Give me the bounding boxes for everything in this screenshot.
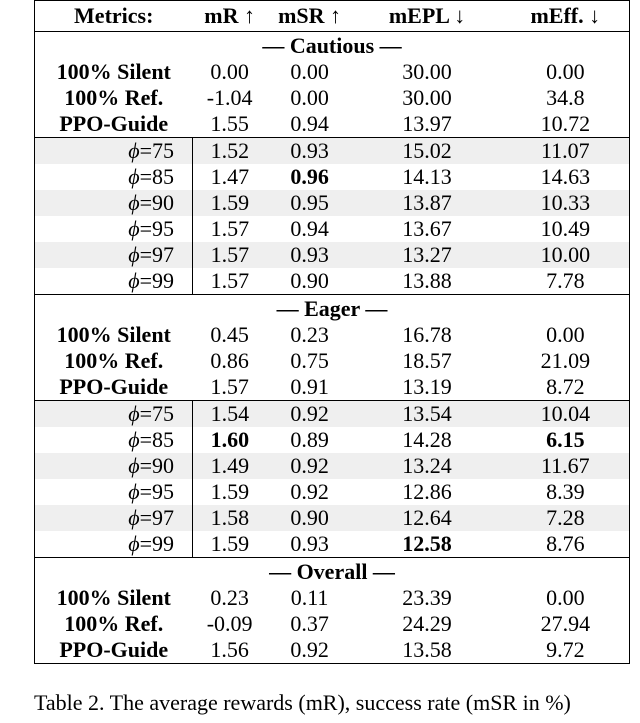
table-cell: 0.86 xyxy=(210,348,249,373)
table-cell: 10.04 xyxy=(502,401,630,428)
row-label xyxy=(35,216,193,242)
table-row xyxy=(35,637,630,664)
table-body xyxy=(35,32,630,664)
table-row xyxy=(35,190,630,216)
table-cell: 14.28 xyxy=(402,427,452,452)
row-label xyxy=(35,268,193,295)
table-row xyxy=(35,322,630,348)
phi-value: =85 xyxy=(139,427,174,452)
section-title: — Overall — xyxy=(35,558,630,586)
table-row xyxy=(35,138,630,165)
header-metrics: Metrics: xyxy=(35,1,193,32)
table-cell: 16.78 xyxy=(402,322,452,347)
table-cell: 0.11 xyxy=(290,585,329,610)
section-header-row xyxy=(35,558,630,586)
table-cell: 0.91 xyxy=(290,374,329,399)
section-header-row xyxy=(35,295,630,323)
row-label: 100% Ref. xyxy=(64,85,164,110)
table-cell: 0.96 xyxy=(290,164,329,189)
table-cell: 0.94 xyxy=(290,216,329,241)
table-cell: 10.49 xyxy=(540,216,591,241)
table-cell: 8.76 xyxy=(546,531,585,556)
table-cell: 1.55 xyxy=(210,111,249,136)
table-cell: 0.89 xyxy=(290,427,329,452)
phi-symbol: ϕ xyxy=(128,268,140,293)
phi-symbol: ϕ xyxy=(128,427,140,452)
table-row xyxy=(35,216,630,242)
table-cell: 1.52 xyxy=(193,138,267,165)
table-cell: 0.45 xyxy=(210,322,249,347)
table-cell: 13.97 xyxy=(402,111,452,136)
table-cell: 0.00 xyxy=(546,322,585,347)
results-table xyxy=(34,0,630,664)
table-cell: 14.63 xyxy=(540,164,591,189)
table-cell: 0.00 xyxy=(546,59,585,84)
phi-value: =85 xyxy=(139,164,174,189)
table-cell: 0.93 xyxy=(290,531,329,556)
table-cell: 1.59 xyxy=(193,190,267,216)
table-row xyxy=(35,427,630,453)
row-label xyxy=(35,164,193,190)
table-cell: 1.57 xyxy=(210,268,250,293)
table-cell: 0.94 xyxy=(290,111,329,136)
row-label xyxy=(35,531,193,558)
row-label xyxy=(35,190,193,216)
table-cell: 1.57 xyxy=(210,216,250,241)
table-cell: 18.57 xyxy=(402,348,452,373)
table-cell: 0.95 xyxy=(267,190,353,216)
table-cell: 23.39 xyxy=(402,585,452,610)
table-cell: -1.04 xyxy=(206,85,253,110)
phi-symbol: ϕ xyxy=(128,242,140,267)
table-cell: 7.78 xyxy=(546,268,585,293)
table-cell: 13.58 xyxy=(402,637,452,662)
row-label: 100% Silent xyxy=(56,585,171,610)
table-cell: 27.94 xyxy=(540,611,591,636)
row-label xyxy=(35,242,193,268)
table-cell: 0.92 xyxy=(267,453,353,479)
table-row xyxy=(35,585,630,611)
table-row xyxy=(35,85,630,111)
table-cell: 1.57 xyxy=(210,374,249,399)
table-cell: 13.87 xyxy=(352,190,501,216)
table-cell: -0.09 xyxy=(206,611,253,636)
table-row xyxy=(35,111,630,138)
row-label xyxy=(35,427,193,453)
table-cell: 0.90 xyxy=(290,268,329,293)
table-cell: 0.23 xyxy=(290,322,329,347)
phi-symbol: ϕ xyxy=(128,138,140,163)
table-cell: 0.92 xyxy=(267,401,353,428)
table-cell: 21.09 xyxy=(540,348,591,373)
table-cell: 30.00 xyxy=(402,59,452,84)
table-cell: 6.15 xyxy=(546,427,585,452)
row-label: PPO-Guide xyxy=(59,637,169,662)
section-title: — Cautious — xyxy=(262,33,402,58)
table-caption: Table 2. The average rewards (mR), success rate (mSR in %) xyxy=(34,690,571,715)
phi-symbol: ϕ xyxy=(128,453,140,478)
phi-symbol: ϕ xyxy=(128,401,140,426)
table-cell: 0.93 xyxy=(267,242,353,268)
phi-symbol: ϕ xyxy=(128,216,140,241)
table-cell: 0.00 xyxy=(546,585,585,610)
table-row xyxy=(35,374,630,401)
phi-value: =99 xyxy=(139,268,174,293)
phi-symbol: ϕ xyxy=(128,505,140,530)
table-row xyxy=(35,401,630,428)
row-label xyxy=(35,479,193,505)
table-cell: 15.02 xyxy=(352,138,501,165)
row-label xyxy=(35,453,193,479)
table-row xyxy=(35,268,630,295)
phi-symbol: ϕ xyxy=(128,531,140,556)
phi-value: =97 xyxy=(139,242,174,267)
header-mr: mR ↑ xyxy=(193,1,267,32)
table-cell: 0.00 xyxy=(290,59,329,84)
row-label: 100% Silent xyxy=(56,322,171,347)
table-cell: 13.27 xyxy=(352,242,501,268)
row-label xyxy=(35,138,193,165)
phi-value: =90 xyxy=(139,190,174,215)
row-label: PPO-Guide xyxy=(59,374,169,399)
header-msr: mSR ↑ xyxy=(267,1,353,32)
row-label: 100% Silent xyxy=(56,59,171,84)
row-label: 100% Ref. xyxy=(64,611,164,636)
table-cell: 10.72 xyxy=(540,111,591,136)
phi-value: =95 xyxy=(139,479,174,504)
table-row xyxy=(35,453,630,479)
header-row xyxy=(35,1,630,32)
table-cell: 1.56 xyxy=(210,637,249,662)
phi-symbol: ϕ xyxy=(128,190,140,215)
table-cell: 0.23 xyxy=(210,585,249,610)
header-meff: mEff. ↓ xyxy=(502,1,630,32)
table-cell: 0.92 xyxy=(290,637,329,662)
table-cell: 0.90 xyxy=(267,505,353,531)
table-row xyxy=(35,59,630,85)
table-cell: 11.07 xyxy=(502,138,630,165)
table-cell: 12.86 xyxy=(402,479,452,504)
header-mepl: mEPL ↓ xyxy=(352,1,501,32)
table-cell: 8.39 xyxy=(546,479,585,504)
table-cell: 1.57 xyxy=(193,242,267,268)
phi-value: =97 xyxy=(139,505,174,530)
table-cell: 24.29 xyxy=(402,611,452,636)
table-cell: 1.58 xyxy=(193,505,267,531)
table-cell: 10.00 xyxy=(502,242,630,268)
phi-value: =90 xyxy=(139,453,174,478)
table-cell: 1.47 xyxy=(210,164,250,189)
table-cell: 0.75 xyxy=(290,348,329,373)
row-label xyxy=(35,401,193,428)
table-cell: 0.92 xyxy=(290,479,329,504)
table-cell: 11.67 xyxy=(502,453,630,479)
table-cell: 7.28 xyxy=(502,505,630,531)
table-cell: 13.67 xyxy=(402,216,452,241)
table-cell: 9.72 xyxy=(546,637,585,662)
table-cell: 13.54 xyxy=(352,401,501,428)
phi-value: =95 xyxy=(139,216,174,241)
phi-value: =75 xyxy=(139,138,174,163)
phi-value: =75 xyxy=(139,401,174,426)
phi-symbol: ϕ xyxy=(128,479,140,504)
phi-symbol: ϕ xyxy=(128,164,140,189)
table-cell: 13.19 xyxy=(402,374,452,399)
table-row xyxy=(35,611,630,637)
section-header-row xyxy=(35,32,630,60)
table-cell: 14.13 xyxy=(402,164,452,189)
row-label xyxy=(35,505,193,531)
table-row xyxy=(35,479,630,505)
table-cell: 8.72 xyxy=(546,374,585,399)
table-cell: 1.54 xyxy=(193,401,267,428)
table-row xyxy=(35,531,630,558)
table-row xyxy=(35,505,630,531)
row-label: 100% Ref. xyxy=(64,348,164,373)
table-cell: 1.49 xyxy=(193,453,267,479)
table-cell: 0.37 xyxy=(290,611,329,636)
row-label: PPO-Guide xyxy=(59,111,169,136)
table-cell: 12.58 xyxy=(402,531,452,556)
table-cell: 13.24 xyxy=(352,453,501,479)
table-cell: 0.93 xyxy=(267,138,353,165)
table-row xyxy=(35,164,630,190)
table-cell: 10.33 xyxy=(502,190,630,216)
table-cell: 13.88 xyxy=(402,268,452,293)
phi-value: =99 xyxy=(139,531,174,556)
table-cell: 12.64 xyxy=(352,505,501,531)
table-cell: 0.00 xyxy=(290,85,329,110)
table-cell: 1.59 xyxy=(210,531,250,556)
table-cell: 34.8 xyxy=(546,85,585,110)
table-cell: 1.59 xyxy=(210,479,250,504)
table-row xyxy=(35,348,630,374)
table-cell: 30.00 xyxy=(402,85,452,110)
table-row xyxy=(35,242,630,268)
table-cell: 1.60 xyxy=(210,427,250,452)
table-cell: 0.00 xyxy=(210,59,249,84)
section-title: — Eager — xyxy=(35,295,630,323)
